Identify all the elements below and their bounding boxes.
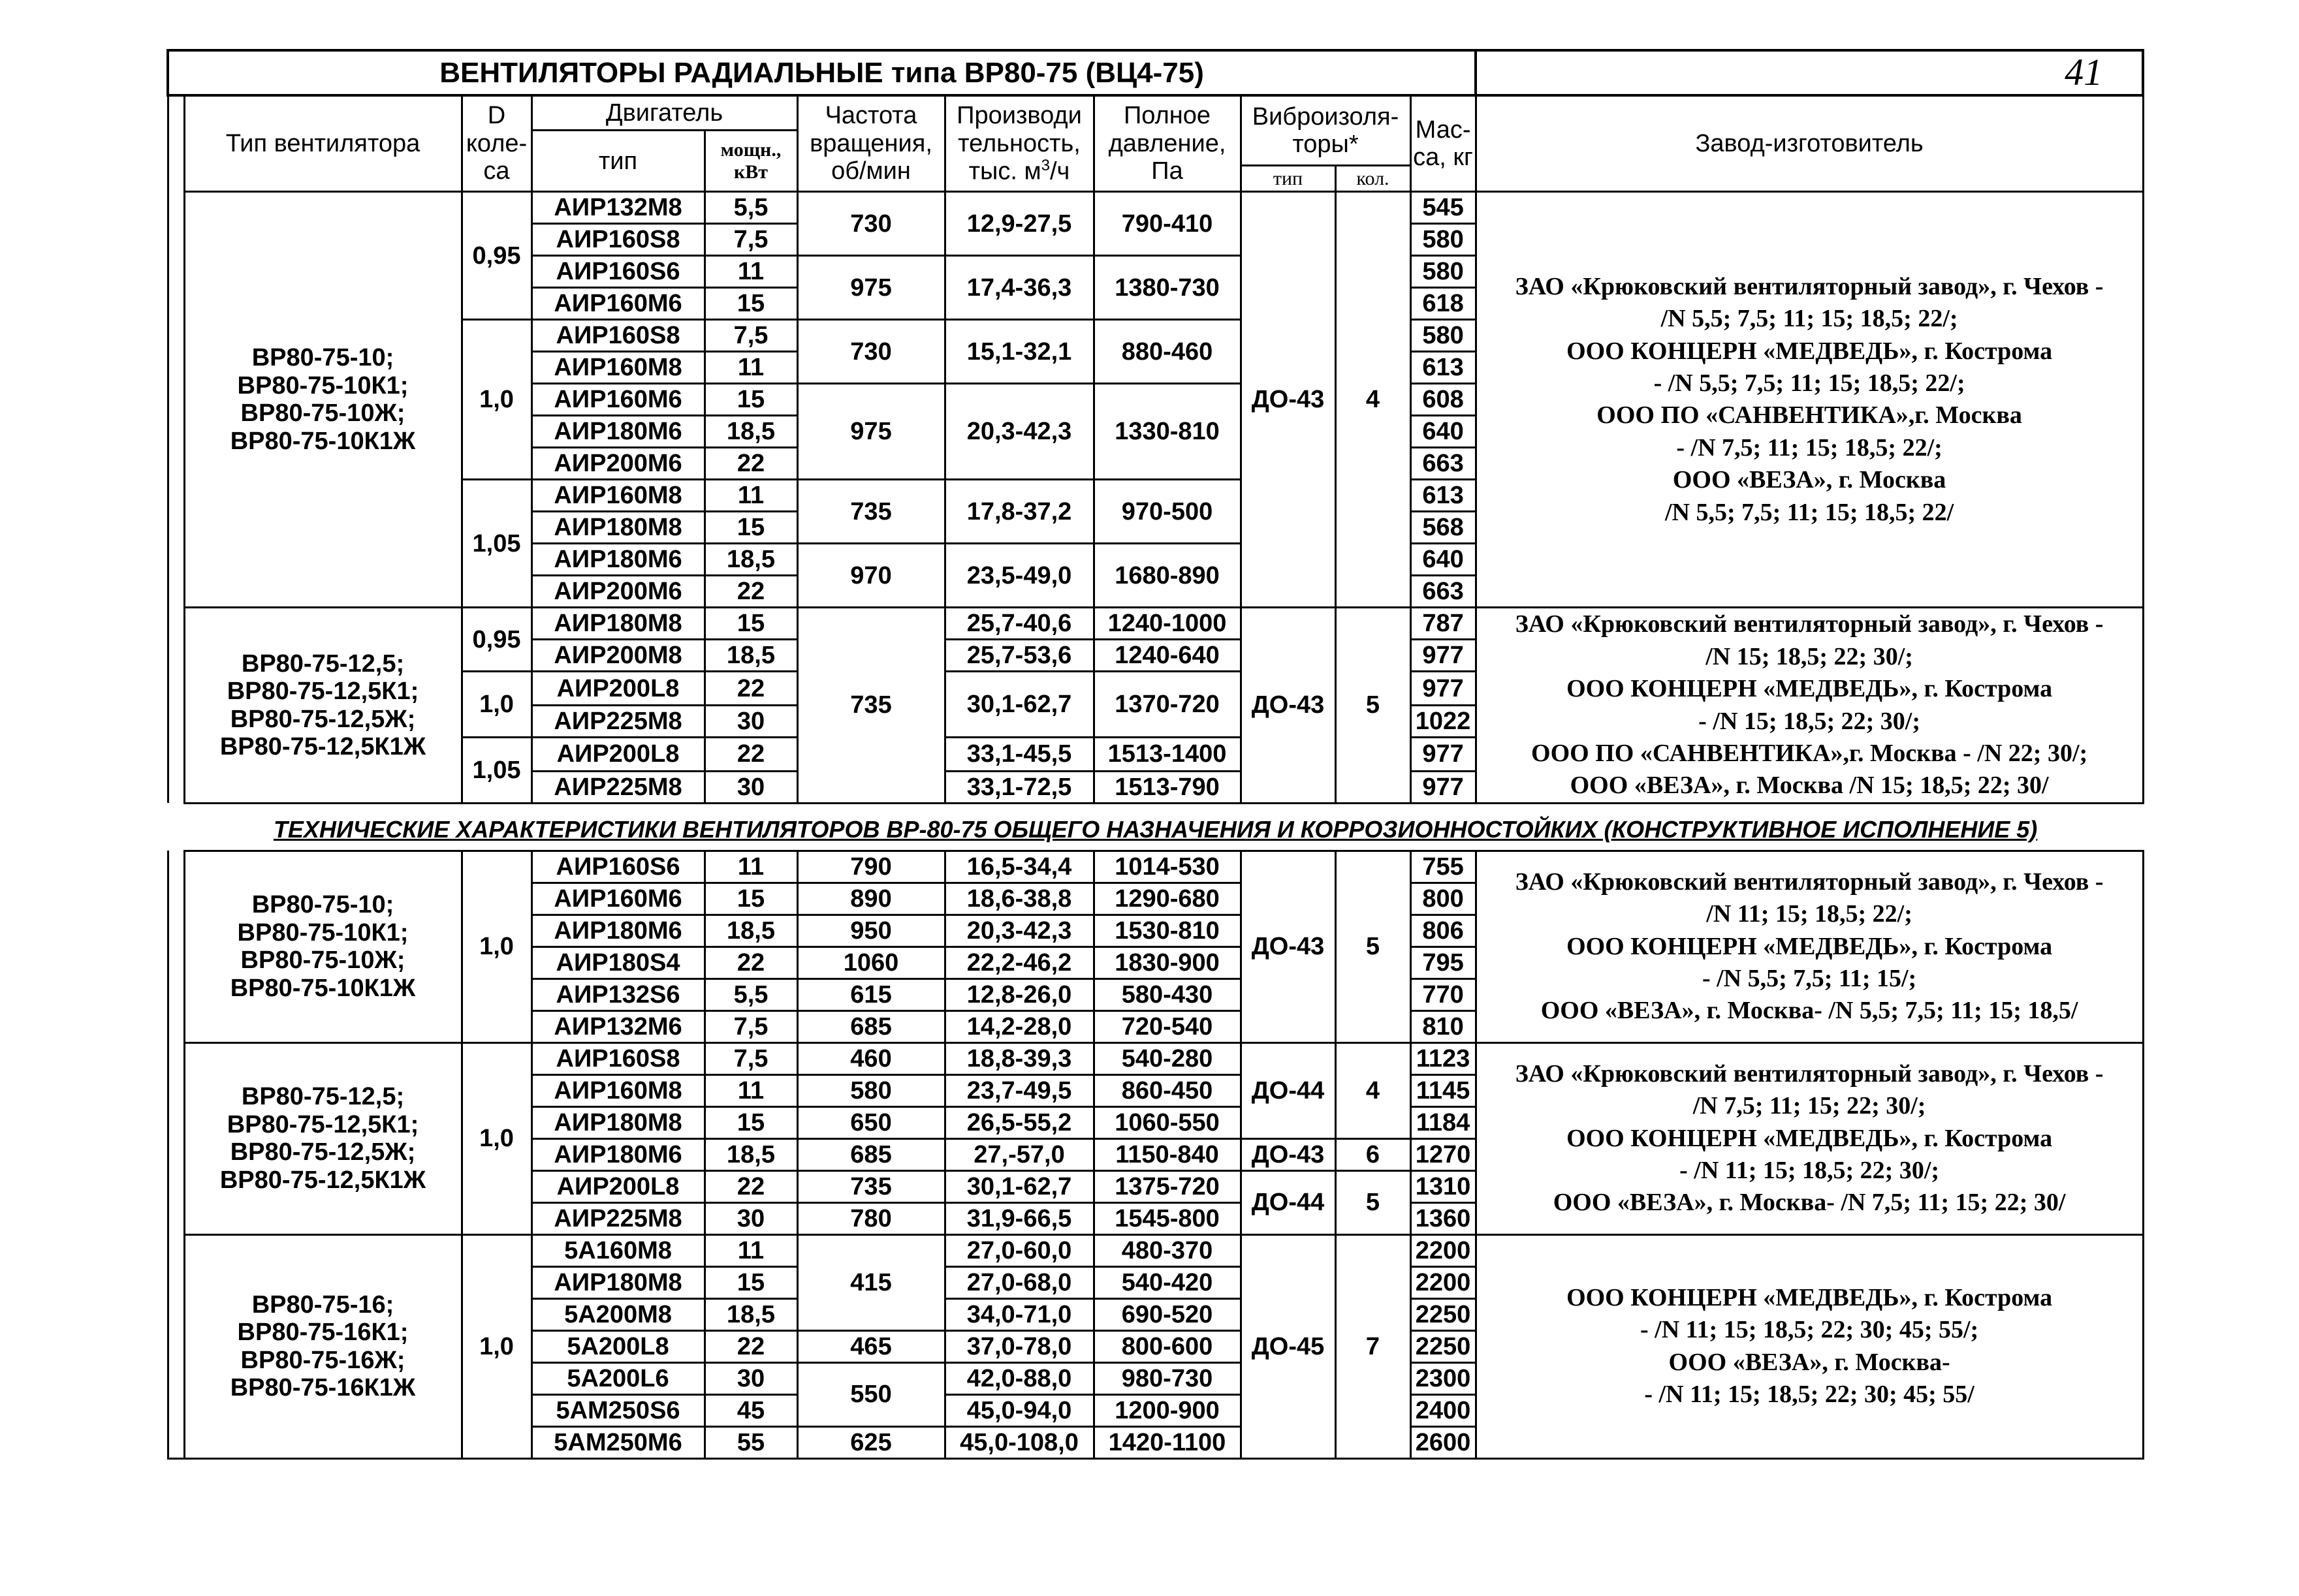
mass: 755 (1410, 851, 1476, 883)
motor-power: 45 (705, 1394, 797, 1426)
motor-type: АИР200М6 (531, 448, 705, 480)
motor-power: 22 (705, 448, 797, 480)
pressure: 1370-720 (1094, 672, 1241, 738)
motor-type: АИР200L8 (531, 1170, 705, 1202)
pressure: 540-280 (1094, 1042, 1241, 1074)
performance: 12,8-26,0 (945, 978, 1094, 1010)
motor-type: 5А200М8 (531, 1298, 705, 1330)
motor-power: 18,5 (705, 640, 797, 672)
rotation-freq: 735 (797, 480, 945, 544)
rotation-freq: 625 (797, 1426, 945, 1458)
performance: 31,9-66,5 (945, 1202, 1094, 1234)
performance: 25,7-40,6 (945, 608, 1094, 640)
motor-power: 11 (705, 352, 797, 384)
table-row (168, 1234, 2143, 1266)
mass: 1310 (1410, 1170, 1476, 1202)
page-title: ВЕНТИЛЯТОРЫ РАДИАЛЬНЫЕ типа ВР80-75 (ВЦ4-75) (168, 50, 1476, 95)
vibro-count: 4 (1335, 1042, 1410, 1138)
mass: 663 (1410, 448, 1476, 480)
performance: 33,1-45,5 (945, 738, 1094, 772)
pressure: 1530-810 (1094, 915, 1241, 947)
motor-power: 15 (705, 1266, 797, 1298)
fan-type: ВР80-75-12,5; ВР80-75-12,5К1; ВР80-75-12,5Ж; ВР80-75-12,5К1Ж (184, 608, 462, 803)
manufacturer: ЗАО «Крюковский вентиляторный завод», г. Чехов - /N 5,5; 7,5; 11; 15; 18,5; 22/; ООО КОНЦЕРН «МЕДВЕДЬ», г. Кострома - /N 5,5; 7,5; 11; 15; 18,5; 22/; ООО ПО «САНВЕНТИКА»,г. Москва - /N 7,5; 11; 15; 18,5; 22/; ООО «ВЕЗА», г. Москва /N 5,5; 7,5; 11; 15; 18,5; 22/ (1476, 192, 2143, 608)
motor-type: АИР180М8 (531, 1106, 705, 1138)
motor-type: АИР160М6 (531, 883, 705, 915)
pressure: 1830-900 (1094, 947, 1241, 978)
pressure: 580-430 (1094, 978, 1241, 1010)
header-d: D коле-са (462, 95, 531, 192)
table-row (168, 608, 2143, 640)
mass: 2200 (1410, 1234, 1476, 1266)
motor-power: 11 (705, 1234, 797, 1266)
pressure: 970-500 (1094, 480, 1241, 544)
mass: 613 (1410, 480, 1476, 512)
motor-type: АИР160S8 (531, 320, 705, 352)
mass: 618 (1410, 288, 1476, 320)
wheel-diameter: 0,95 (462, 192, 531, 320)
performance: 15,1-32,1 (945, 320, 1094, 384)
vibro-type: ДО-43 (1241, 851, 1335, 1042)
performance: 12,9-27,5 (945, 192, 1094, 256)
vibro-type: ДО-43 (1241, 608, 1335, 803)
mass: 640 (1410, 544, 1476, 576)
motor-power: 18,5 (705, 1138, 797, 1170)
rotation-freq: 460 (797, 1042, 945, 1074)
mass: 568 (1410, 512, 1476, 544)
motor-power: 7,5 (705, 320, 797, 352)
motor-power: 11 (705, 1074, 797, 1106)
performance: 45,0-108,0 (945, 1426, 1094, 1458)
mass: 977 (1410, 672, 1476, 706)
mass: 2200 (1410, 1266, 1476, 1298)
wheel-diameter: 1,0 (462, 1234, 531, 1458)
vibro-count: 5 (1335, 851, 1410, 1042)
performance: 23,5-49,0 (945, 544, 1094, 608)
motor-type: АИР132М8 (531, 192, 705, 224)
mass: 2400 (1410, 1394, 1476, 1426)
motor-type: АИР225М8 (531, 771, 705, 803)
performance: 27,0-68,0 (945, 1266, 1094, 1298)
motor-type: АИР180М8 (531, 608, 705, 640)
fan-type: ВР80-75-10; ВР80-75-10К1; ВР80-75-10Ж; ВР80-75-10К1Ж (184, 192, 462, 608)
mass: 2600 (1410, 1426, 1476, 1458)
motor-power: 22 (705, 576, 797, 608)
header-perf: Производи тельность, тыс. $м^3/ч$ (945, 95, 1094, 192)
performance: 42,0-88,0 (945, 1362, 1094, 1394)
pressure: 1290-680 (1094, 883, 1241, 915)
vibro-count: 7 (1335, 1234, 1410, 1458)
mass: 1145 (1410, 1074, 1476, 1106)
pressure: 1420-1100 (1094, 1426, 1241, 1458)
wheel-diameter: 1,05 (462, 738, 531, 804)
motor-power: 7,5 (705, 224, 797, 256)
rotation-freq: 685 (797, 1138, 945, 1170)
mass: 795 (1410, 947, 1476, 978)
page-number: 41 (2065, 51, 2103, 93)
pressure: 1375-720 (1094, 1170, 1241, 1202)
pressure: 720-540 (1094, 1010, 1241, 1042)
rotation-freq: 790 (797, 851, 945, 883)
mass: 977 (1410, 640, 1476, 672)
pressure: 1240-1000 (1094, 608, 1241, 640)
header-freq: Частота вращения, об/мин (797, 95, 945, 192)
motor-type: АИР160М6 (531, 384, 705, 416)
rotation-freq: 890 (797, 883, 945, 915)
motor-type: 5А200L8 (531, 1330, 705, 1362)
performance: 25,7-53,6 (945, 640, 1094, 672)
rotation-freq: 650 (797, 1106, 945, 1138)
motor-power: 5,5 (705, 192, 797, 224)
pressure: 1060-550 (1094, 1106, 1241, 1138)
motor-type: АИР200М6 (531, 576, 705, 608)
motor-type: АИР160S6 (531, 256, 705, 288)
motor-type: 5А160М8 (531, 1234, 705, 1266)
vibro-type: ДО-45 (1241, 1234, 1335, 1458)
pressure: 1680-890 (1094, 544, 1241, 608)
pressure: 860-450 (1094, 1074, 1241, 1106)
performance: 34,0-71,0 (945, 1298, 1094, 1330)
motor-type: АИР132S6 (531, 978, 705, 1010)
pressure: 1150-840 (1094, 1138, 1241, 1170)
pressure: 1200-900 (1094, 1394, 1241, 1426)
mass: 1184 (1410, 1106, 1476, 1138)
motor-type: АИР180М8 (531, 1266, 705, 1298)
rotation-freq: 950 (797, 915, 945, 947)
motor-power: 15 (705, 512, 797, 544)
pressure: 980-730 (1094, 1362, 1241, 1394)
motor-type: АИР200М8 (531, 640, 705, 672)
motor-power: 22 (705, 1170, 797, 1202)
header-engine-power: мощн., кВт (705, 131, 797, 192)
header-mass: Мас-са, кг (1410, 95, 1476, 192)
motor-power: 22 (705, 1330, 797, 1362)
mass: 2250 (1410, 1330, 1476, 1362)
performance: 26,5-55,2 (945, 1106, 1094, 1138)
mass: 1270 (1410, 1138, 1476, 1170)
rotation-freq: 975 (797, 384, 945, 480)
motor-power: 15 (705, 883, 797, 915)
performance: 16,5-34,4 (945, 851, 1094, 883)
header-vibro: Виброизоля-торы* (1241, 95, 1410, 166)
header-engine-type: тип (531, 131, 705, 192)
motor-type: АИР180М6 (531, 1138, 705, 1170)
rotation-freq: 780 (797, 1202, 945, 1234)
motor-type: 5А200L6 (531, 1362, 705, 1394)
motor-power: 18,5 (705, 1298, 797, 1330)
motor-power: 22 (705, 947, 797, 978)
wheel-diameter: 1,0 (462, 1042, 531, 1234)
motor-power: 11 (705, 851, 797, 883)
mass: 580 (1410, 320, 1476, 352)
wheel-diameter: 1,05 (462, 480, 531, 608)
motor-power: 15 (705, 1106, 797, 1138)
rotation-freq: 1060 (797, 947, 945, 978)
performance: 37,0-78,0 (945, 1330, 1094, 1362)
manufacturer: ЗАО «Крюковский вентиляторный завод», г. Чехов - /N 11; 15; 18,5; 22/; ООО КОНЦЕРН «МЕДВЕДЬ», г. Кострома - /N 5,5; 7,5; 11; 15/; ООО «ВЕЗА», г. Москва- /N 5,5; 7,5; 11; 15; 18,5/ (1476, 851, 2143, 1042)
motor-power: 30 (705, 706, 797, 738)
motor-type: АИР225М8 (531, 1202, 705, 1234)
vibro-type: ДО-44 (1241, 1170, 1335, 1234)
rotation-freq: 580 (797, 1074, 945, 1106)
pressure: 690-520 (1094, 1298, 1241, 1330)
motor-power: 18,5 (705, 416, 797, 448)
performance: 27,-57,0 (945, 1138, 1094, 1170)
performance: 18,6-38,8 (945, 883, 1094, 915)
pressure: 1545-800 (1094, 1202, 1241, 1234)
motor-type: АИР200L8 (531, 672, 705, 706)
motor-power: 30 (705, 1202, 797, 1234)
wheel-diameter: 1,0 (462, 851, 531, 1042)
pressure: 790-410 (1094, 192, 1241, 256)
mass: 800 (1410, 883, 1476, 915)
motor-power: 55 (705, 1426, 797, 1458)
motor-power: 11 (705, 480, 797, 512)
header-vibro-type: тип (1241, 166, 1335, 192)
mass: 787 (1410, 608, 1476, 640)
pressure: 800-600 (1094, 1330, 1241, 1362)
pressure: 1240-640 (1094, 640, 1241, 672)
header-engine: Двигатель (531, 95, 797, 131)
rotation-freq: 730 (797, 192, 945, 256)
table-row (168, 1042, 2143, 1074)
performance: 27,0-60,0 (945, 1234, 1094, 1266)
motor-power: 15 (705, 288, 797, 320)
mass: 545 (1410, 192, 1476, 224)
motor-power: 22 (705, 672, 797, 706)
mass: 810 (1410, 1010, 1476, 1042)
motor-power: 11 (705, 256, 797, 288)
performance: 17,8-37,2 (945, 480, 1094, 544)
rotation-freq: 730 (797, 320, 945, 384)
fan-spec-table (166, 49, 2144, 1460)
performance: 17,4-36,3 (945, 256, 1094, 320)
header-type: Тип вентилятора (184, 95, 462, 192)
mass: 977 (1410, 771, 1476, 803)
motor-power: 18,5 (705, 915, 797, 947)
header-pressure: Полное давление, Па (1094, 95, 1241, 192)
vibro-type: ДО-44 (1241, 1042, 1335, 1138)
motor-type: АИР160S8 (531, 224, 705, 256)
motor-type: АИР180М6 (531, 915, 705, 947)
motor-type: АИР180S4 (531, 947, 705, 978)
motor-type: АИР160S6 (531, 851, 705, 883)
performance: 30,1-62,7 (945, 1170, 1094, 1202)
rotation-freq: 735 (797, 608, 945, 803)
motor-type: АИР225М8 (531, 706, 705, 738)
section-title: ТЕХНИЧЕСКИЕ ХАРАКТЕРИСТИКИ ВЕНТИЛЯТОРОВ ВР-80-75 ОБЩЕГО НАЗНАЧЕНИЯ И КОРРОЗИОННОСТОЙКИХ (КОНСТРУКТИВНОЕ ИСПОЛНЕНИЕ 5) (273, 815, 2038, 843)
wheel-diameter: 1,0 (462, 672, 531, 738)
wheel-diameter: 1,0 (462, 320, 531, 480)
rotation-freq: 550 (797, 1362, 945, 1426)
motor-type: 5АМ250М6 (531, 1426, 705, 1458)
vibro-type: ДО-43 (1241, 1138, 1335, 1170)
mass: 1123 (1410, 1042, 1476, 1074)
header-vibro-count: кол. (1335, 166, 1410, 192)
motor-type: АИР132М6 (531, 1010, 705, 1042)
motor-power: 15 (705, 384, 797, 416)
mass: 580 (1410, 256, 1476, 288)
rotation-freq: 685 (797, 1010, 945, 1042)
pressure: 1380-730 (1094, 256, 1241, 320)
motor-power: 15 (705, 608, 797, 640)
spec-sheet (166, 49, 2142, 1460)
motor-power: 22 (705, 738, 797, 772)
performance: 30,1-62,7 (945, 672, 1094, 738)
vibro-count: 4 (1335, 192, 1410, 608)
table-row (168, 192, 2143, 224)
motor-type: АИР160S8 (531, 1042, 705, 1074)
motor-power: 7,5 (705, 1010, 797, 1042)
table-row (168, 851, 2143, 883)
pressure: 880-460 (1094, 320, 1241, 384)
mass: 663 (1410, 576, 1476, 608)
performance: 14,2-28,0 (945, 1010, 1094, 1042)
vibro-count: 6 (1335, 1138, 1410, 1170)
vibro-count: 5 (1335, 1170, 1410, 1234)
pressure: 540-420 (1094, 1266, 1241, 1298)
header-factory: Завод-изготовитель (1476, 95, 2143, 192)
wheel-diameter: 0,95 (462, 608, 531, 672)
pressure: 1014-530 (1094, 851, 1241, 883)
performance: 23,7-49,5 (945, 1074, 1094, 1106)
mass: 1360 (1410, 1202, 1476, 1234)
motor-power: 18,5 (705, 544, 797, 576)
fan-type: ВР80-75-12,5; ВР80-75-12,5К1; ВР80-75-12,5Ж; ВР80-75-12,5К1Ж (184, 1042, 462, 1234)
mass: 580 (1410, 224, 1476, 256)
motor-type: АИР160М6 (531, 288, 705, 320)
rotation-freq: 735 (797, 1170, 945, 1202)
motor-type: АИР180М6 (531, 416, 705, 448)
vibro-count: 5 (1335, 608, 1410, 803)
vibro-type: ДО-43 (1241, 192, 1335, 608)
manufacturer: ЗАО «Крюковский вентиляторный завод», г. Чехов - /N 15; 18,5; 22; 30/; ООО КОНЦЕРН «МЕДВЕДЬ», г. Кострома - /N 15; 18,5; 22; 30/; ООО ПО «САНВЕНТИКА»,г. Москва - /N 22; 30/; ООО «ВЕЗА», г. Москва /N 15; 18,5; 22; 30/ (1476, 608, 2143, 803)
motor-type: 5АМ250S6 (531, 1394, 705, 1426)
performance: 22,2-46,2 (945, 947, 1094, 978)
pressure: 1513-1400 (1094, 738, 1241, 772)
mass: 770 (1410, 978, 1476, 1010)
performance: 20,3-42,3 (945, 915, 1094, 947)
motor-type: АИР180М8 (531, 512, 705, 544)
performance: 20,3-42,3 (945, 384, 1094, 480)
motor-power: 5,5 (705, 978, 797, 1010)
pressure: 480-370 (1094, 1234, 1241, 1266)
rotation-freq: 465 (797, 1330, 945, 1362)
mass: 977 (1410, 738, 1476, 772)
motor-type: АИР160М8 (531, 1074, 705, 1106)
manufacturer: ЗАО «Крюковский вентиляторный завод», г. Чехов - /N 7,5; 11; 15; 22; 30/; ООО КОНЦЕРН «МЕДВЕДЬ», г. Кострома - /N 11; 15; 18,5; 22; 30/; ООО «ВЕЗА», г. Москва- /N 7,5; 11; 15; 22; 30/ (1476, 1042, 2143, 1234)
motor-type: АИР160М8 (531, 352, 705, 384)
rotation-freq: 615 (797, 978, 945, 1010)
mass: 608 (1410, 384, 1476, 416)
motor-power: 7,5 (705, 1042, 797, 1074)
mass: 1022 (1410, 706, 1476, 738)
motor-type: АИР200L8 (531, 738, 705, 772)
fan-type: ВР80-75-10; ВР80-75-10К1; ВР80-75-10Ж; ВР80-75-10К1Ж (184, 851, 462, 1042)
performance: 18,8-39,3 (945, 1042, 1094, 1074)
pressure: 1513-790 (1094, 771, 1241, 803)
mass: 613 (1410, 352, 1476, 384)
motor-power: 30 (705, 1362, 797, 1394)
mass: 806 (1410, 915, 1476, 947)
motor-power: 30 (705, 771, 797, 803)
manufacturer: ООО КОНЦЕРН «МЕДВЕДЬ», г. Кострома - /N 11; 15; 18,5; 22; 30; 45; 55/; ООО «ВЕЗА», г. Москва- - /N 11; 15; 18,5; 22; 30; 45; 55/ (1476, 1234, 2143, 1458)
performance: 33,1-72,5 (945, 771, 1094, 803)
mass: 2300 (1410, 1362, 1476, 1394)
rotation-freq: 415 (797, 1234, 945, 1330)
performance: 45,0-94,0 (945, 1394, 1094, 1426)
rotation-freq: 970 (797, 544, 945, 608)
pressure: 1330-810 (1094, 384, 1241, 480)
motor-type: АИР160М8 (531, 480, 705, 512)
mass: 2250 (1410, 1298, 1476, 1330)
rotation-freq: 975 (797, 256, 945, 320)
mass: 640 (1410, 416, 1476, 448)
motor-type: АИР180М6 (531, 544, 705, 576)
fan-type: ВР80-75-16; ВР80-75-16К1; ВР80-75-16Ж; ВР80-75-16К1Ж (184, 1234, 462, 1458)
